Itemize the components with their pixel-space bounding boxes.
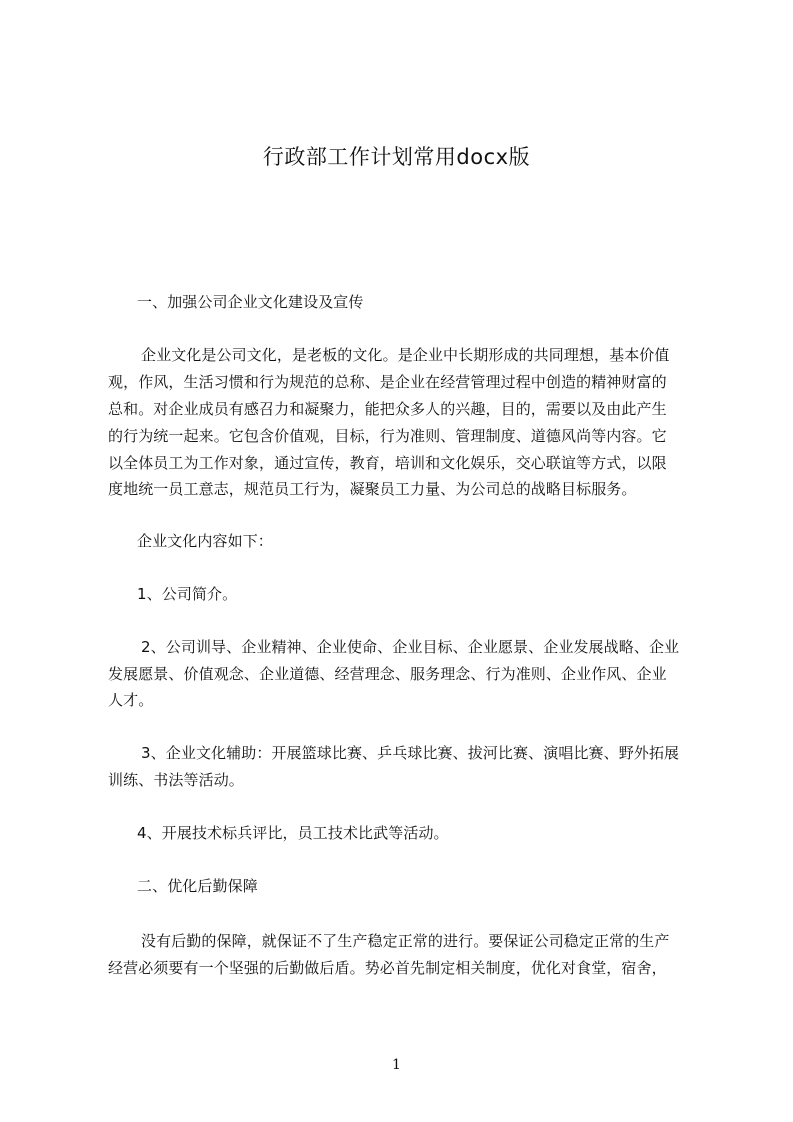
list-item-2-line: 发展愿景、价值观念、企业道德、经营理念、服务理念、行为准则、企业作风、企业 <box>108 665 667 683</box>
section-1-paragraph-line: 度地统一员工意志，规范员工行为，凝聚员工力量、为公司总的战略目标服务。 <box>108 480 637 498</box>
section-1-paragraph-line: 企业文化是公司文化，是老板的文化。是企业中长期形成的共同理想，基本价值 <box>141 346 670 364</box>
section-1-paragraph-line: 以全体员工为工作对象，通过宣传，教育，培训和文化娱乐，交心联谊等方式，以限 <box>108 454 667 472</box>
section-1-paragraph-line: 的行为统一起来。它包含价值观，目标，行为准则、管理制度、道德风尚等内容。它 <box>108 427 667 445</box>
list-item-1: 1、公司简介。 <box>137 585 238 603</box>
document-title: 行政部工作计划常用docx版 <box>262 145 531 169</box>
list-item-2-line: 2、公司训导、企业精神、企业使命、企业目标、企业愿景、企业发展战略、企业 <box>141 638 680 656</box>
list-item-3-line: 训练、书法等活动。 <box>108 771 244 789</box>
section-2-paragraph-line: 经营必须要有一个坚强的后勤做后盾。势必首先制定相关制度，优化对食堂，宿舍， <box>108 959 667 977</box>
section-1-paragraph-line: 总和。对企业成员有感召力和凝聚力，能把众多人的兴趣，目的，需要以及由此产生 <box>108 400 667 418</box>
section-2-paragraph-line: 没有后勤的保障，就保证不了生产稳定正常的进行。要保证公司稳定正常的生产 <box>141 932 670 950</box>
section-1-paragraph-line: 观，作风，生活习惯和行为规范的总称、是企业在经营管理过程中创造的精神财富的 <box>108 373 667 391</box>
list-item-3-line: 3、企业文化辅助：开展篮球比赛、乒乓球比赛、拔河比赛、演唱比赛、野外拓展 <box>141 744 680 762</box>
list-item-2-line: 人才。 <box>108 691 154 709</box>
page-number: 1 <box>392 1057 401 1073</box>
section-1-heading: 一、加强公司企业文化建设及宣传 <box>137 293 364 311</box>
section-2-heading: 二、优化后勤保障 <box>137 877 258 895</box>
content-intro: 企业文化内容如下： <box>137 532 273 550</box>
list-item-4: 4、开展技术标兵评比，员工技术比武等活动。 <box>137 824 449 842</box>
